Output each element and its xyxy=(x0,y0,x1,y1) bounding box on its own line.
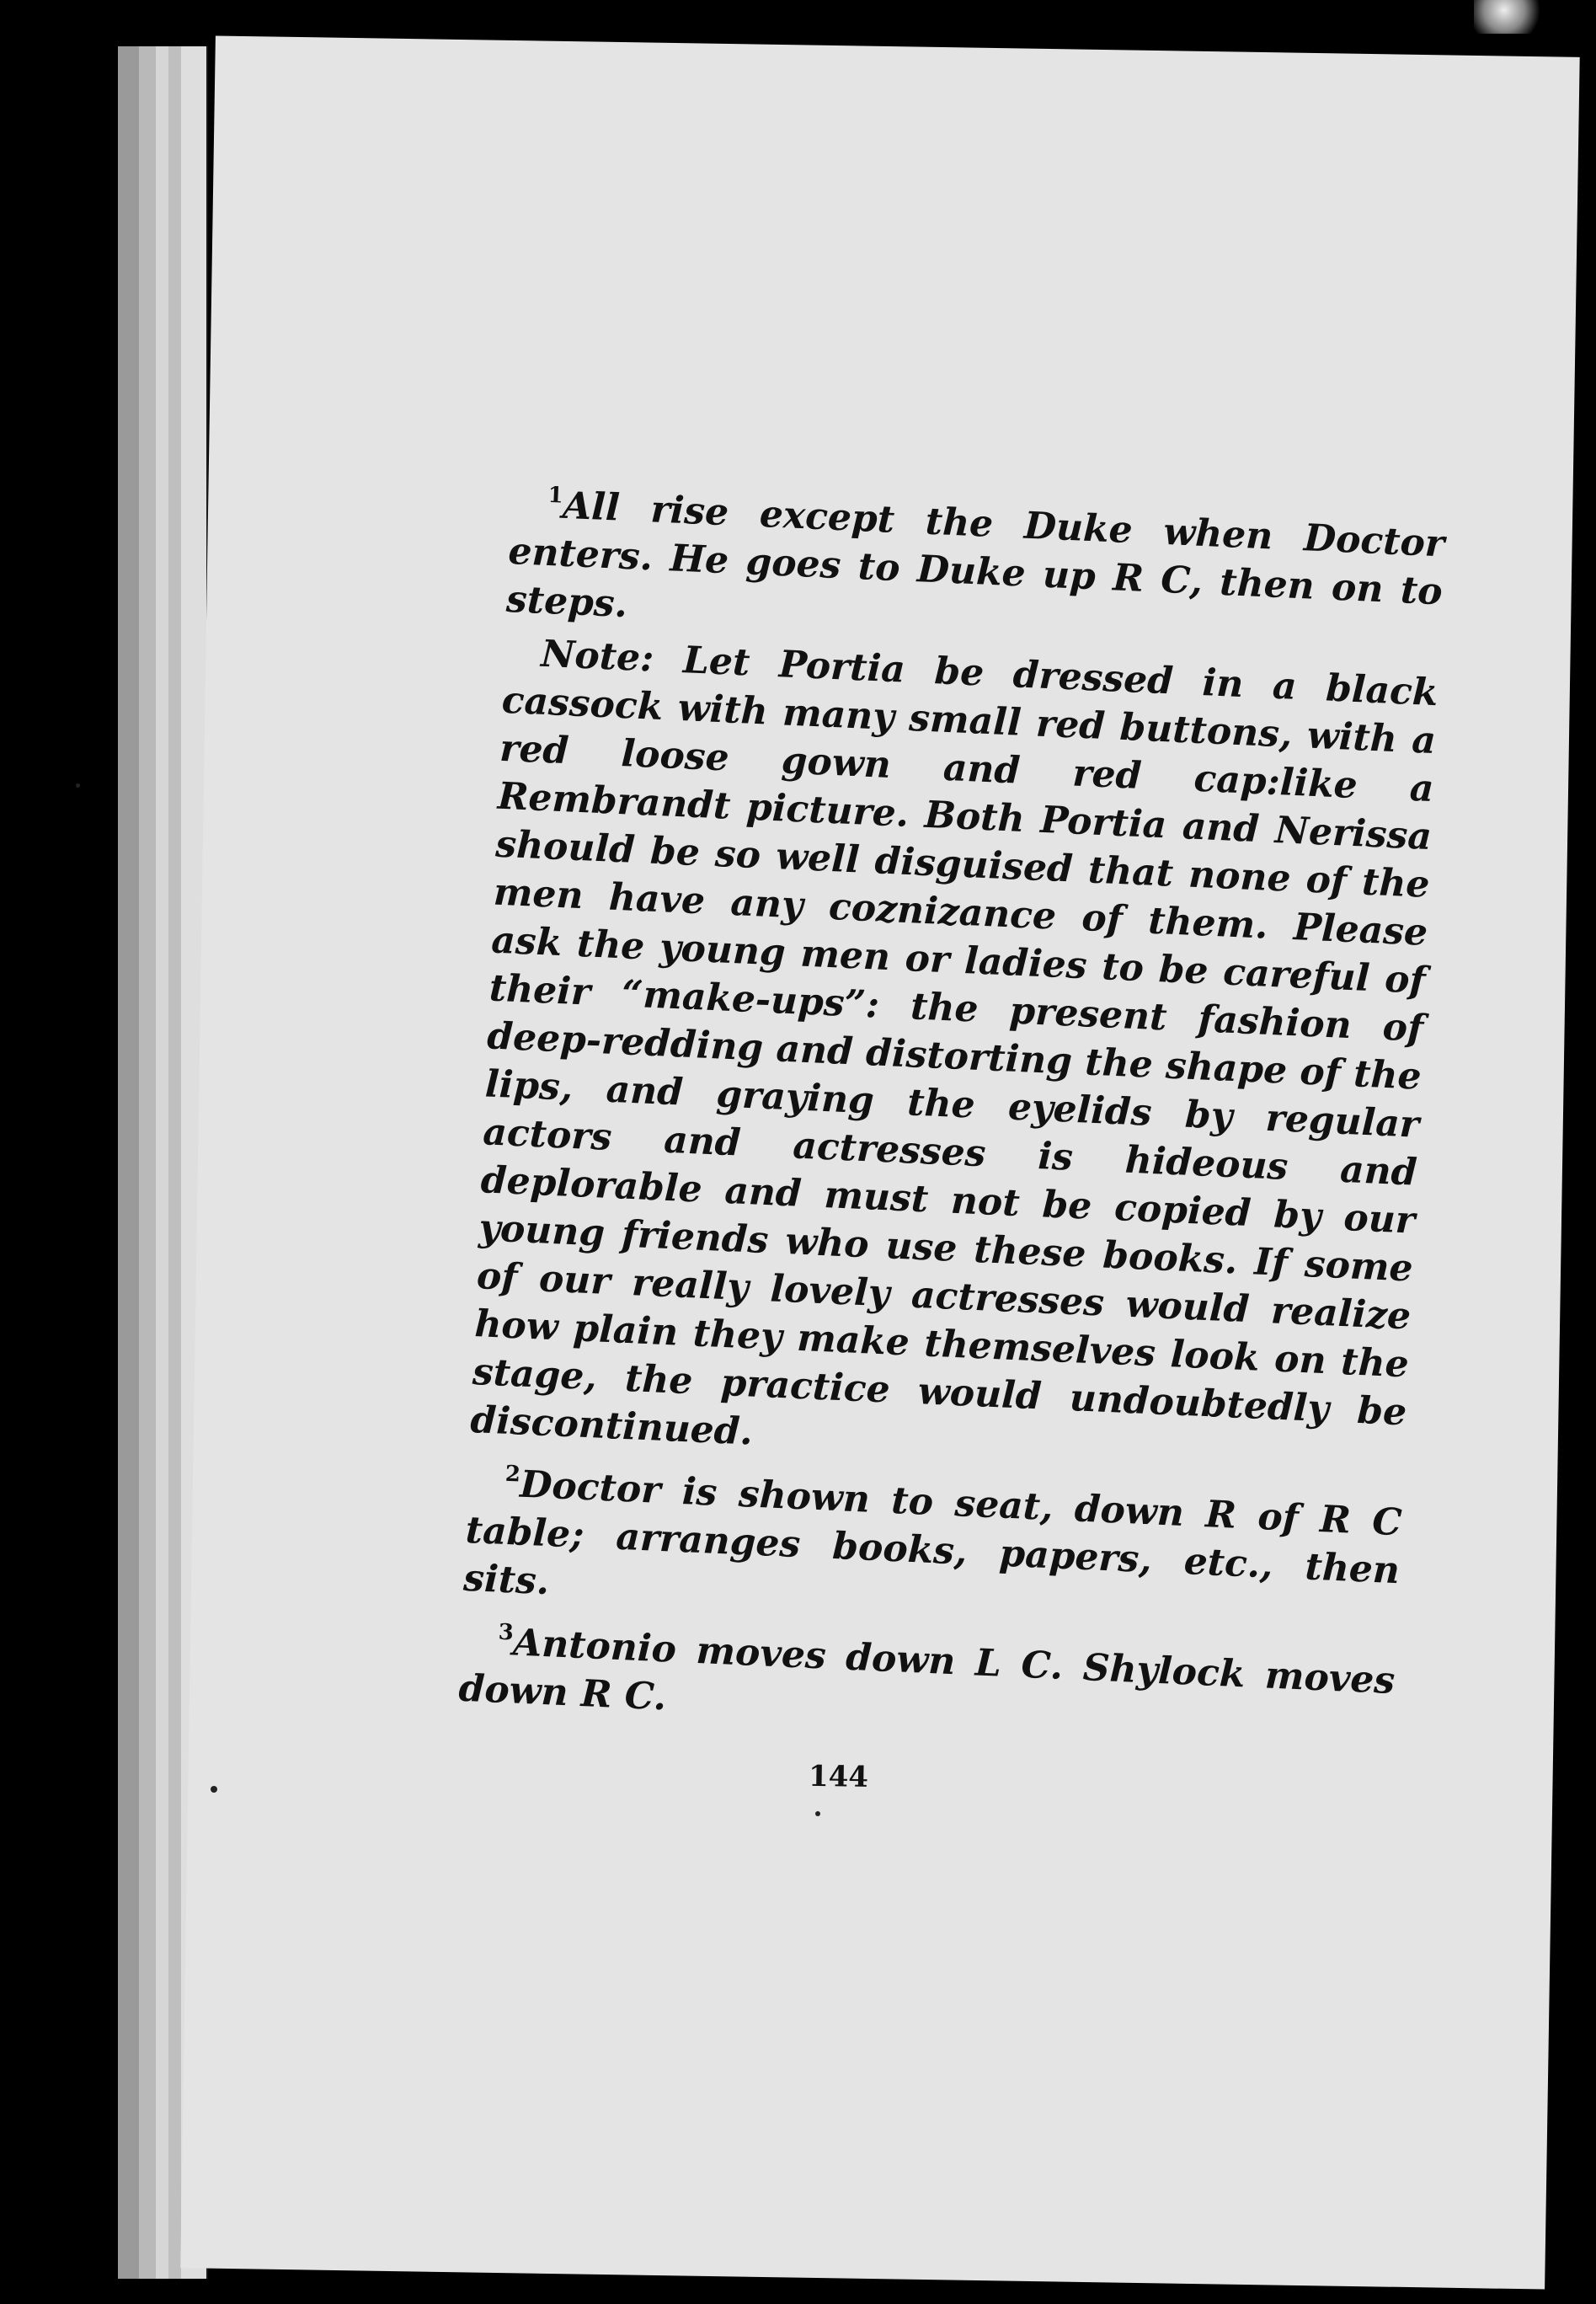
footnotes-block xyxy=(457,470,1446,1758)
note-1-text: All rise except the Duke when Doctor enters. He goes to Duke up R C, then on to steps. xyxy=(505,484,1446,627)
book-page xyxy=(180,35,1579,2289)
dust-speck xyxy=(76,783,80,788)
note-marker: 3 xyxy=(498,1619,515,1646)
note-2-text: Doctor is shown to seat, down R of R C table; arranges books, papers, etc., then sits. xyxy=(462,1462,1403,1604)
note-marker: 2 xyxy=(504,1461,521,1488)
note-marker: 1 xyxy=(547,482,564,509)
dust-speck xyxy=(211,1786,217,1793)
note-3-text: Antonio moves down L C. Shylock moves down R C. xyxy=(457,1621,1396,1719)
dust-speck xyxy=(815,1811,820,1816)
note-1-remark: Note: Let Portia be dressed in a black cassock with many small red buttons, with a red loose gown and red cap:like a Rembrandt picture. Both Portia and Nerissa should be so well disguised that none of the men have any coznizance of them. Please ask the young men or ladies to be careful of their “make-ups”: the present fashion of deep-redding and distorting the shape of the lips, and graying the eyelids by regular actors and actresses is hideous and deplorable and must not be copied by our young friends who use these books. If some of our really lovely actresses would realize how plain they make themselves look on the stage, the practice would undoubtedly be discontinued. xyxy=(469,632,1439,1454)
scan-blot xyxy=(1474,0,1550,34)
page-number: 144 xyxy=(808,1759,869,1794)
